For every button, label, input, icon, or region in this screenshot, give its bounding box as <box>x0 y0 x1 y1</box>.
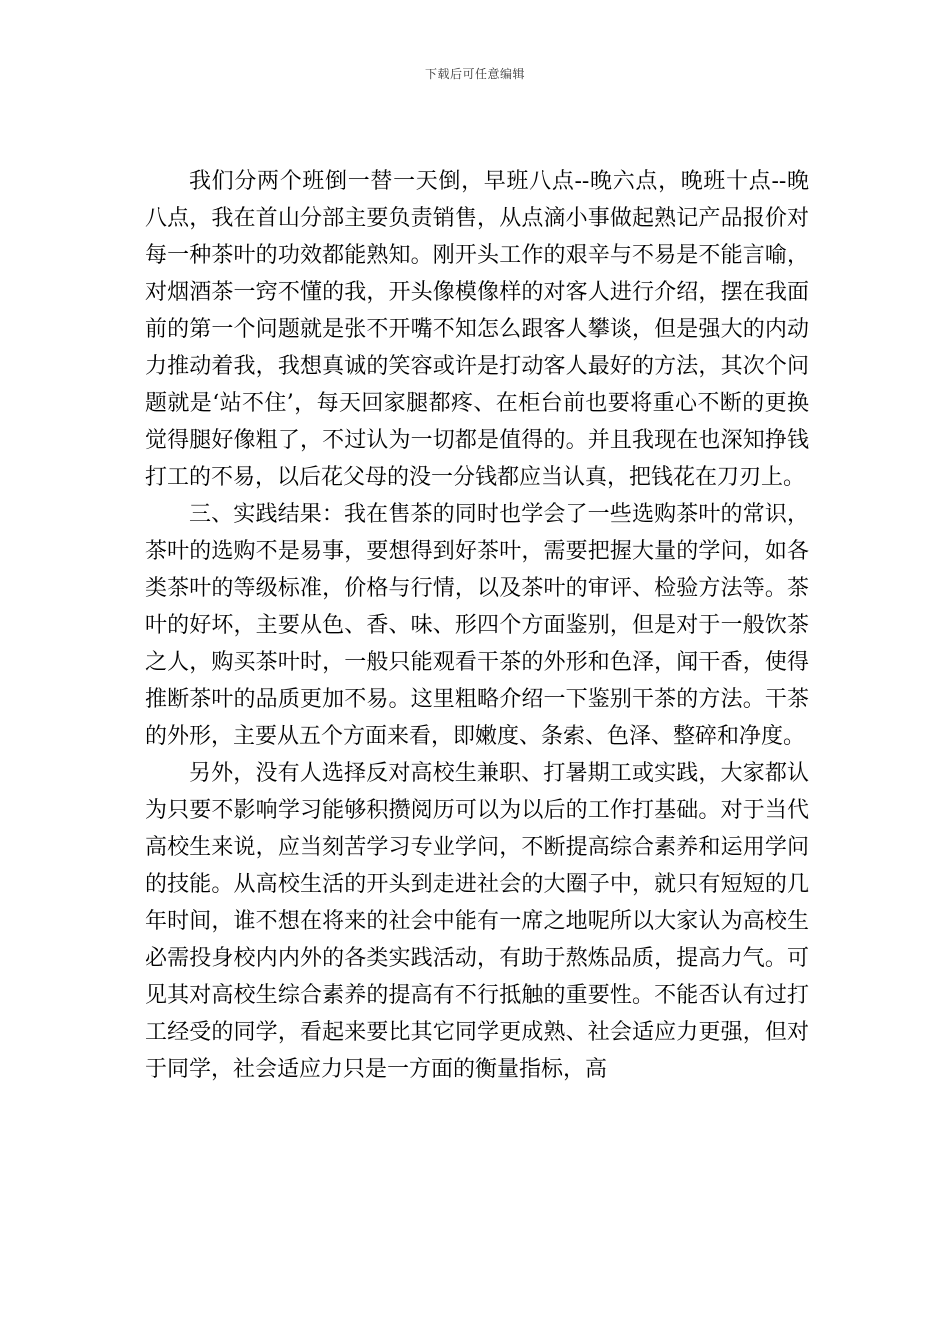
body-text <box>145 163 809 1088</box>
header-note: 下载后可任意编辑 <box>424 67 525 81</box>
paragraph-student-practice: 另外，没有人选择反对高校生兼职、打暑期工或实践，大家都认为只要不影响学习能够积攒阅历可以为以后的工作打基础。对于当代高校生来说，应当刻苦学习专业学问，不断提高综合素养和运用学问的技能。从高校生活的开头到走进社会的大圈子中，就只有短短的几年时间，谁不想在将来的社会中能有一席之地呢所以大家认为高校生必需投身校内内外的各类实践活动，有助于熬炼品质，提高力气。可见其对高校生综合素养的提高有不行抵触的重要性。不能否认有过打工经受的同学，看起来要比其它同学更成熟、社会适应力更强，但对于同学，社会适应力只是一方面的衡量指标，高 <box>145 761 809 1082</box>
paragraph-work-shifts: 我们分两个班倒一替一天倒，早班八点--晚六点，晚班十点--晚八点，我在首山分部主要负责销售，从点滴小事做起熟记产品报价对每一种茶叶的功效都能熟知。刚开头工作的艰辛与不易是不能言喻，对烟酒茶一窍不懂的我，开头像模像样的对客人进行介绍，摆在我面前的第一个问题就是张不开嘴不知怎么跟客人攀谈，但是强大的内动力推动着我，我想真诚的笑容或许是打动客人最好的方法，其次个问题就是‘站不住’，每天回家腿都疼、在柜台前也要将重心不断的更换觉得腿好像粗了，不过认为一切都是值得的。并且我现在也深知挣钱打工的不易，以后花父母的没一分钱都应当认真，把钱花在刀刃上。 <box>145 169 809 490</box>
paragraph-practice-results: 三、实践结果：我在售茶的同时也学会了一些选购茶叶的常识，茶叶的选购不是易事，要想得到好茶叶，需要把握大量的学问，如各类茶叶的等级标准，价格与行情，以及茶叶的审评、检验方法等。茶叶的好坏，主要从色、香、味、形四个方面鉴别，但是对于一般饮茶之人，购买茶叶时，一般只能观看干茶的外形和色泽，闻干香，使得推断茶叶的品质更加不易。这里粗略介绍一下鉴别干茶的方法。干茶的外形，主要从五个方面来看，即嫩度、条索、色泽、整碎和净度。 <box>145 502 809 749</box>
